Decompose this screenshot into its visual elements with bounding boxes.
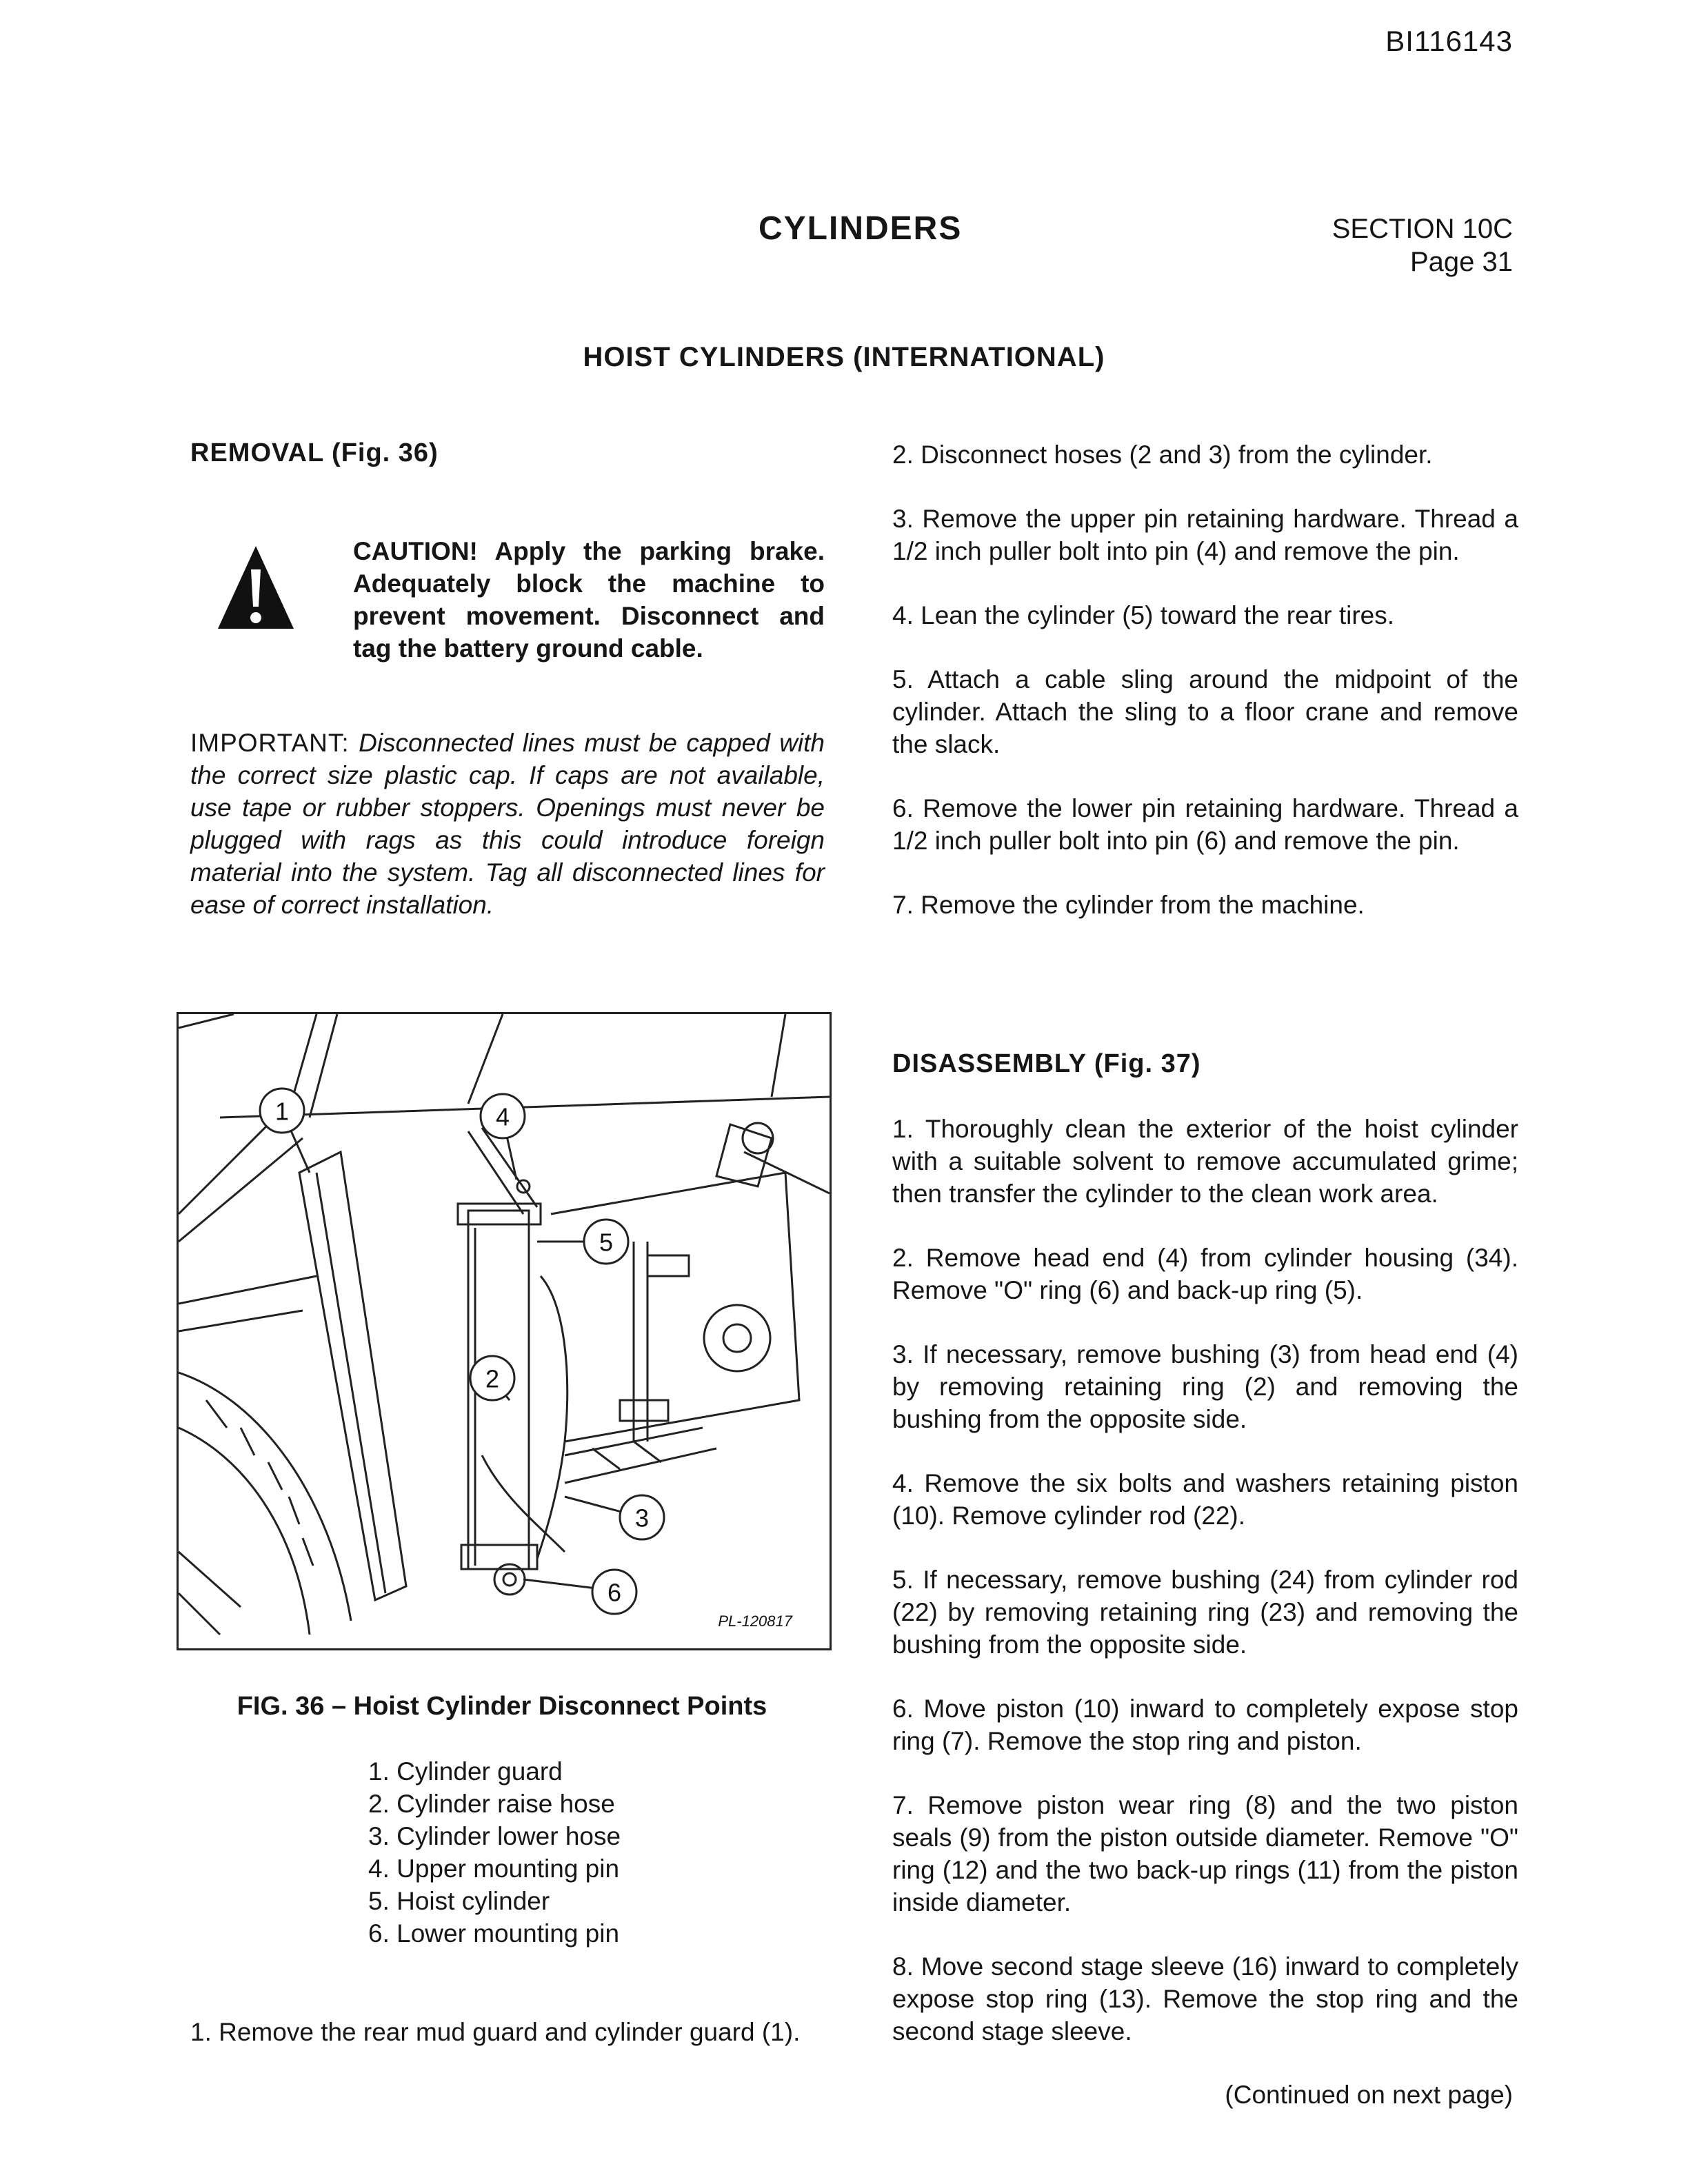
page-subtitle: HOIST CYLINDERS (INTERNATIONAL) — [583, 342, 1105, 372]
removal-heading: REMOVAL (Fig. 36) — [190, 438, 439, 467]
caution-text: CAUTION! Apply the parking brake. Adequately block the machine to prevent movement. Disconnect and tag the battery ground cable. — [353, 537, 825, 663]
callout-4-label: 4 — [495, 1102, 510, 1131]
legend-item: 5. Hoist cylinder — [368, 1887, 550, 1915]
important-label: IMPORTANT: — [190, 729, 350, 757]
removal-steps — [892, 438, 1518, 953]
removal-step-1: 1. Remove the rear mud guard and cylinder guard (1). — [190, 2018, 801, 2046]
disassembly-step: 6. Move piston (10) inward to completely expose stop ring (7). Remove the stop ring and piston. — [892, 1695, 1518, 1755]
section-label: SECTION 10C — [1332, 214, 1513, 244]
disassembly-step: 3. If necessary, remove bushing (3) from head end (4) by removing retaining ring (2) and removing the bushing from the opposite side. — [892, 1340, 1518, 1433]
removal-step: 5. Attach a cable sling around the midpoint of the cylinder. Attach the sling to a floor crane and remove the slack. — [892, 665, 1518, 758]
legend-item: 1. Cylinder guard — [368, 1757, 563, 1786]
page-title: CYLINDERS — [758, 210, 963, 247]
continued-note: (Continued on next page) — [1225, 2081, 1513, 2109]
important-text: Disconnected lines must be capped with the correct size plastic cap. If caps are not available, use tape or rubber stoppers. Openings must never be plugged with rags as this could introduce foreign material into the system. Tag all disconnected lines for ease of correct installation. — [190, 729, 825, 919]
disassembly-step: 7. Remove piston wear ring (8) and the two piston seals (9) from the piston outside diameter. Remove "O" ring (12) and the two back-up rings (11) from the piston inside diameter. — [892, 1791, 1518, 1917]
disassembly-step: 5. If necessary, remove bushing (24) from cylinder rod (22) by removing retaining ring (23) and removing the bushing from the opposite side. — [892, 1566, 1518, 1659]
disassembly-step: 8. Move second stage sleeve (16) inward to completely expose stop ring (13). Remove the stop ring and the second stage sleeve. — [892, 1952, 1518, 2045]
callout-3-label: 3 — [634, 1504, 650, 1533]
disassembly-step: 2. Remove head end (4) from cylinder housing (34). Remove "O" ring (6) and back-up ring (5). — [892, 1244, 1518, 1304]
disassembly-steps — [892, 1113, 1518, 2048]
section-info — [1332, 212, 1513, 279]
callout-5-label: 5 — [599, 1228, 614, 1257]
callout-6-label: 6 — [607, 1578, 622, 1607]
figure-caption: FIG. 36 – Hoist Cylinder Disconnect Points — [237, 1692, 767, 1721]
important-note — [190, 727, 825, 921]
removal-step: 2. Disconnect hoses (2 and 3) from the cylinder. — [892, 441, 1433, 469]
legend-item: 3. Cylinder lower hose — [368, 1822, 621, 1850]
legend-item: 2. Cylinder raise hose — [368, 1790, 615, 1818]
removal-step: 3. Remove the upper pin retaining hardware. Thread a 1/2 inch puller bolt into pin (4) and remove the pin. — [892, 505, 1518, 565]
figure-legend — [368, 1755, 621, 1950]
hoist-cylinder-illustration — [179, 1014, 830, 1648]
page-number: Page 31 — [1409, 247, 1513, 277]
document-id: BI116143 — [1385, 25, 1513, 57]
figure-36 — [177, 1012, 832, 1650]
removal-step: 6. Remove the lower pin retaining hardware. Thread a 1/2 inch puller bolt into pin (6) and remove the pin. — [892, 794, 1518, 855]
callout-2-label: 2 — [485, 1364, 500, 1393]
disassembly-heading: DISASSEMBLY (Fig. 37) — [892, 1049, 1201, 1078]
warning-icon — [215, 543, 297, 631]
plate-id: PL-120817 — [718, 1612, 792, 1630]
removal-step: 4. Lean the cylinder (5) toward the rear tires. — [892, 601, 1395, 629]
callout-1-label: 1 — [274, 1097, 290, 1126]
legend-item: 6. Lower mounting pin — [368, 1919, 620, 1948]
legend-item: 4. Upper mounting pin — [368, 1854, 620, 1883]
removal-step: 7. Remove the cylinder from the machine. — [892, 891, 1365, 919]
disassembly-step: 4. Remove the six bolts and washers retaining piston (10). Remove cylinder rod (22). — [892, 1469, 1518, 1530]
disassembly-step: 1. Thoroughly clean the exterior of the hoist cylinder with a suitable solvent to remove accumulated grime; then transfer the cylinder to the clean work area. — [892, 1115, 1518, 1208]
